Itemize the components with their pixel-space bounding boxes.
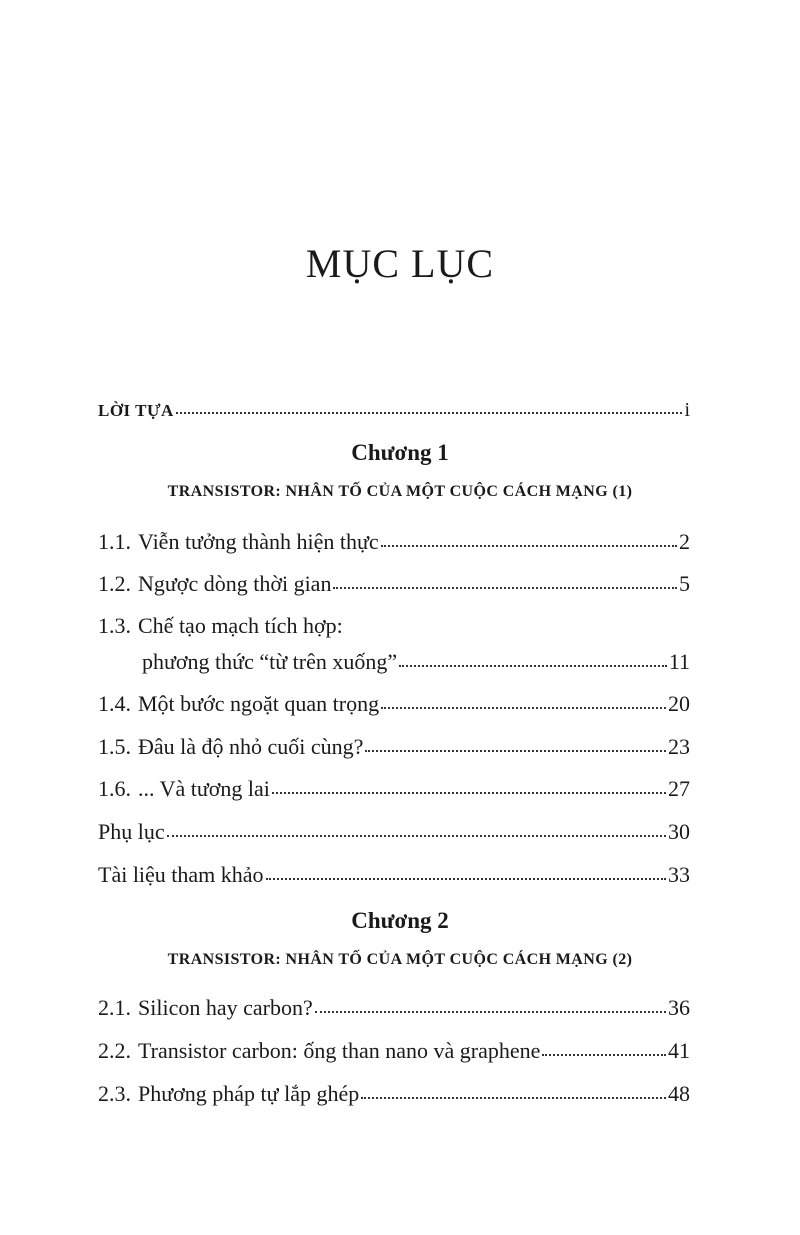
dot-leader bbox=[266, 862, 666, 882]
chapter-heading: Chương 1 bbox=[351, 440, 449, 465]
toc-entry-page: 30 bbox=[668, 819, 690, 844]
toc-entry bbox=[98, 1037, 690, 1065]
toc-entry-appendix bbox=[98, 818, 690, 846]
toc-entry-page: i bbox=[684, 399, 690, 421]
toc-entry-second-line bbox=[142, 648, 690, 676]
toc-entry-page: 2 bbox=[679, 529, 690, 554]
toc-entry-label: ... Và tương lai bbox=[138, 776, 270, 801]
toc-entry bbox=[98, 528, 690, 556]
toc-entry-number: 2.3. bbox=[98, 1081, 131, 1106]
toc-entry bbox=[98, 690, 690, 718]
dot-leader bbox=[361, 1081, 666, 1101]
toc-entry-page: 11 bbox=[668, 649, 690, 674]
toc-entry-label: Silicon hay carbon? bbox=[138, 995, 313, 1020]
toc-entry bbox=[98, 1080, 690, 1108]
toc-entry-page: 20 bbox=[668, 691, 690, 716]
toc-entry-page: 36 bbox=[668, 995, 690, 1020]
toc-entry-label: Phương pháp tự lắp ghép bbox=[138, 1081, 360, 1106]
toc-entry-number: 1.6. bbox=[98, 776, 131, 801]
toc-entry-number: 1.5. bbox=[98, 734, 131, 759]
chapter-heading: Chương 2 bbox=[351, 908, 449, 933]
toc-entry-number: 1.1. bbox=[98, 529, 131, 554]
chapter-subtitle: TRANSISTOR: NHÂN TỐ CỦA MỘT CUỘC CÁCH MẠNG (1) bbox=[167, 483, 633, 500]
toc-entry-label: Chế tạo mạch tích hợp: bbox=[138, 613, 343, 638]
dot-leader bbox=[272, 776, 666, 796]
toc-entry-label-continued: phương thức “từ trên xuống” bbox=[142, 649, 398, 674]
dot-leader bbox=[399, 649, 667, 669]
dot-leader bbox=[333, 571, 677, 591]
toc-entry-page: 48 bbox=[668, 1081, 690, 1106]
toc-entry-number: 2.1. bbox=[98, 995, 131, 1020]
toc-entry-label: Tài liệu tham khảo bbox=[98, 862, 264, 887]
toc-entry bbox=[98, 994, 690, 1022]
toc-entry bbox=[98, 733, 690, 761]
toc-entry-page: 33 bbox=[668, 862, 690, 887]
toc-entry-references bbox=[98, 861, 690, 889]
toc-entry-label: Ngược dòng thời gian bbox=[138, 571, 332, 596]
toc-entry-number: 2.2. bbox=[98, 1038, 131, 1063]
toc-entry-label: Transistor carbon: ống than nano và graphene bbox=[138, 1038, 541, 1063]
toc-entry-number: 1.4. bbox=[98, 691, 131, 716]
toc-entry-label: Một bước ngoặt quan trọng bbox=[138, 691, 380, 716]
dot-leader bbox=[381, 691, 666, 711]
dot-leader bbox=[365, 734, 666, 754]
toc-entry-page: 41 bbox=[668, 1038, 690, 1063]
toc-entry-page: 5 bbox=[679, 571, 690, 596]
toc-entry-label: Viễn tưởng thành hiện thực bbox=[138, 529, 379, 554]
toc-entry bbox=[98, 570, 690, 598]
toc-entry-first-line bbox=[98, 612, 343, 640]
dot-leader bbox=[176, 396, 683, 416]
toc-entry-page: 23 bbox=[668, 734, 690, 759]
toc-entry-number: 1.3. bbox=[98, 613, 131, 638]
dot-leader bbox=[381, 529, 677, 549]
dot-leader bbox=[167, 819, 666, 839]
toc-entry bbox=[98, 775, 690, 803]
dot-leader bbox=[542, 1038, 666, 1058]
toc-entry-page: 27 bbox=[668, 776, 690, 801]
dot-leader bbox=[315, 995, 666, 1015]
toc-entry-label: Đâu là độ nhỏ cuối cùng? bbox=[138, 734, 364, 759]
toc-entry-label: Phụ lục bbox=[98, 819, 165, 844]
toc-entry-label: LỜI TỰA bbox=[98, 401, 174, 420]
toc-entry-number: 1.2. bbox=[98, 571, 131, 596]
chapter-subtitle: TRANSISTOR: NHÂN TỐ CỦA MỘT CUỘC CÁCH MẠNG (2) bbox=[167, 951, 633, 968]
page-title: MỤC LỤC bbox=[305, 241, 495, 286]
toc-entry-preface bbox=[98, 396, 690, 425]
